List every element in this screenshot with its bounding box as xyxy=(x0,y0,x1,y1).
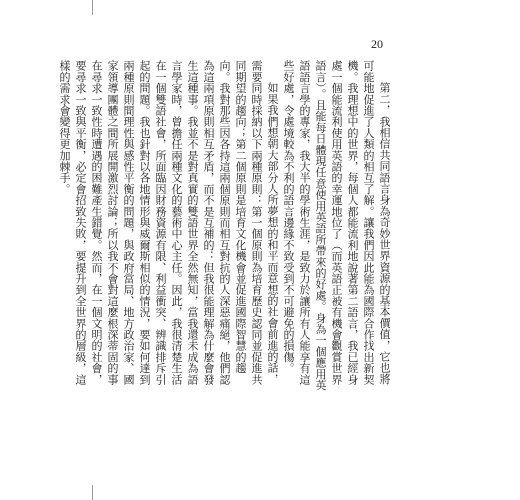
crop-mark-top-left xyxy=(92,0,93,15)
body-text xyxy=(58,60,392,394)
paragraph: 如果我們想朝大部分人所夢想的和平而意想的社會前進的話，需要同時採納以下兩種原則：第一個原則為培育歷史認同並促進共同期望的趨向；第二個原則是培育文化機會並促進國際智慧的趨向。我對那些因各持這兩個原則而相互對抗的人深惡痛絕，他們認為這兩項原則相互矛盾，而不是互補的：但我很能理解為什麼會發生這種事。我並不是對真實的雙語世界全然無知，當我還未成為語言學家時，曾擔任兩種文化的藝術中心主任。因此，我很清楚生活在一個雙語社會，所面臨因財務資源有限、利益衝突、辨識排斥引起的問題。我也針對以各地情形與威爾斯相似的情況，要如何達到兩種原則間理性與感性平衡的問題，與政府當局、地方政治家、國家領導團體之間所展開激烈討論；所以我不會對這麼根深蒂固的事在尋求一致性時遭遇的困難產生錯覺。然而，在一個文明的社會，要尋求一致與平衡，必定會招致失敗，要提升到全世界的層級，這樣的需求會變得更加棘手。 xyxy=(58,60,279,385)
crop-mark-bottom-left xyxy=(92,485,93,500)
page-number: 20 xyxy=(371,37,383,51)
paragraph: 第二，我相信共同語言身為奇妙世界資源的基本價值，它也將可能地促進了人類的相互了解。讓我們因此能為國際合作找出新契機。我理想中的世界，每個人都能流利地說著第二語言，我已經身處一個能流利使用英語的幸運地位了（而英語正被有機會觀賞世界語言）。且能每日體現任意使用英語所帶來的好處。身為一個應用英語語言學的專家，我大半的學術生涯，是致力於讓所有人能享有這些好處，令處境較為不利的語言邊緣不致受到不可避免的損傷。 xyxy=(282,60,391,391)
